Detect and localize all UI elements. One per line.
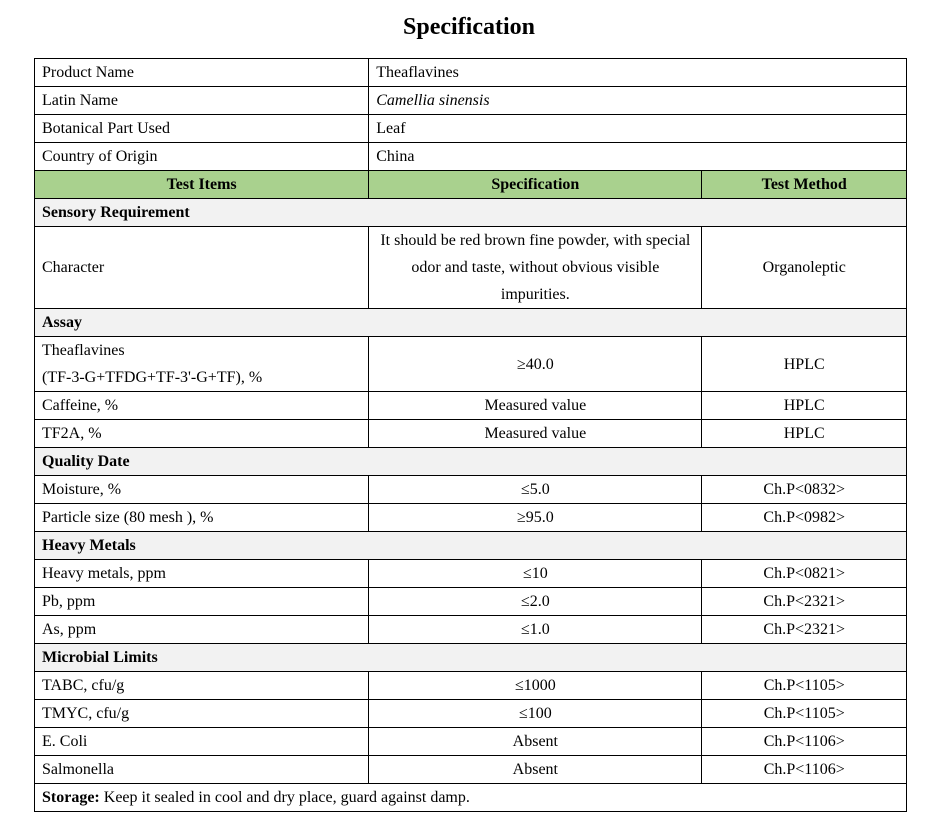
row-spec: ≤2.0 [369, 588, 702, 616]
header-test-method: Test Method [702, 171, 907, 199]
row-method: HPLC [702, 392, 907, 420]
row-spec: ≥95.0 [369, 504, 702, 532]
row-item: Salmonella [35, 756, 369, 784]
table-row [35, 476, 907, 504]
section-title: Assay [35, 309, 907, 337]
row-item: Character [35, 227, 369, 309]
storage-text: Keep it sealed in cool and dry place, guard against damp. [99, 789, 470, 806]
info-row-country [35, 143, 907, 171]
row-item: As, ppm [35, 616, 369, 644]
row-spec: ≥40.0 [369, 337, 702, 392]
info-label: Product Name [35, 59, 369, 87]
row-spec: Absent [369, 728, 702, 756]
row-method: HPLC [702, 337, 907, 392]
table-row [35, 420, 907, 448]
table-row [35, 560, 907, 588]
row-method: Ch.P<0821> [702, 560, 907, 588]
table-row [35, 728, 907, 756]
row-spec: ≤5.0 [369, 476, 702, 504]
row-item: Pb, ppm [35, 588, 369, 616]
row-item [35, 337, 369, 392]
table-row [35, 337, 907, 392]
row-item-line: (TF-3-G+TFDG+TF-3'-G+TF), % [42, 369, 263, 386]
row-spec: ≤1.0 [369, 616, 702, 644]
info-row-product-name [35, 59, 907, 87]
info-value: Leaf [369, 115, 907, 143]
row-spec: Measured value [369, 420, 702, 448]
row-item: TABC, cfu/g [35, 672, 369, 700]
row-method: Ch.P<0982> [702, 504, 907, 532]
row-item: Caffeine, % [35, 392, 369, 420]
row-item: Particle size (80 mesh ), % [35, 504, 369, 532]
table-row [35, 392, 907, 420]
info-label: Country of Origin [35, 143, 369, 171]
section-title: Sensory Requirement [35, 199, 907, 227]
row-method: Ch.P<1105> [702, 672, 907, 700]
row-spec: Absent [369, 756, 702, 784]
row-method: HPLC [702, 420, 907, 448]
section-quality [35, 448, 907, 476]
section-heavy-metals [35, 532, 907, 560]
row-item: E. Coli [35, 728, 369, 756]
row-method: Ch.P<2321> [702, 616, 907, 644]
row-spec: Measured value [369, 392, 702, 420]
row-item: Heavy metals, ppm [35, 560, 369, 588]
header-specification: Specification [369, 171, 702, 199]
table-row [35, 756, 907, 784]
storage-row [35, 784, 907, 812]
row-item: TF2A, % [35, 420, 369, 448]
row-item-line: Theaflavines [42, 342, 125, 359]
info-row-botanical-part [35, 115, 907, 143]
table-row [35, 588, 907, 616]
specification-table [34, 58, 907, 812]
table-header-row [35, 171, 907, 199]
table-row [35, 700, 907, 728]
row-method: Ch.P<1106> [702, 756, 907, 784]
row-method: Organoleptic [702, 227, 907, 309]
storage-note [35, 784, 907, 812]
info-value: Theaflavines [369, 59, 907, 87]
row-spec: ≤10 [369, 560, 702, 588]
row-method: Ch.P<1105> [702, 700, 907, 728]
table-row [35, 504, 907, 532]
section-assay [35, 309, 907, 337]
header-test-items: Test Items [35, 171, 369, 199]
table-row [35, 616, 907, 644]
info-label: Botanical Part Used [35, 115, 369, 143]
info-row-latin-name [35, 87, 907, 115]
page-title: Specification [403, 14, 535, 40]
section-microbial [35, 644, 907, 672]
info-label: Latin Name [35, 87, 369, 115]
row-spec: ≤100 [369, 700, 702, 728]
info-value: Camellia sinensis [369, 87, 907, 115]
row-method: Ch.P<2321> [702, 588, 907, 616]
table-row [35, 672, 907, 700]
row-method: Ch.P<1106> [702, 728, 907, 756]
row-spec: ≤1000 [369, 672, 702, 700]
row-spec: It should be red brown fine powder, with special odor and taste, without obvious visible impurities. [369, 227, 702, 309]
row-item: Moisture, % [35, 476, 369, 504]
info-value: China [369, 143, 907, 171]
row-item: TMYC, cfu/g [35, 700, 369, 728]
section-title: Quality Date [35, 448, 907, 476]
section-sensory [35, 199, 907, 227]
section-title: Microbial Limits [35, 644, 907, 672]
storage-label: Storage: [42, 789, 100, 806]
row-method: Ch.P<0832> [702, 476, 907, 504]
table-row-character [35, 227, 907, 309]
section-title: Heavy Metals [35, 532, 907, 560]
